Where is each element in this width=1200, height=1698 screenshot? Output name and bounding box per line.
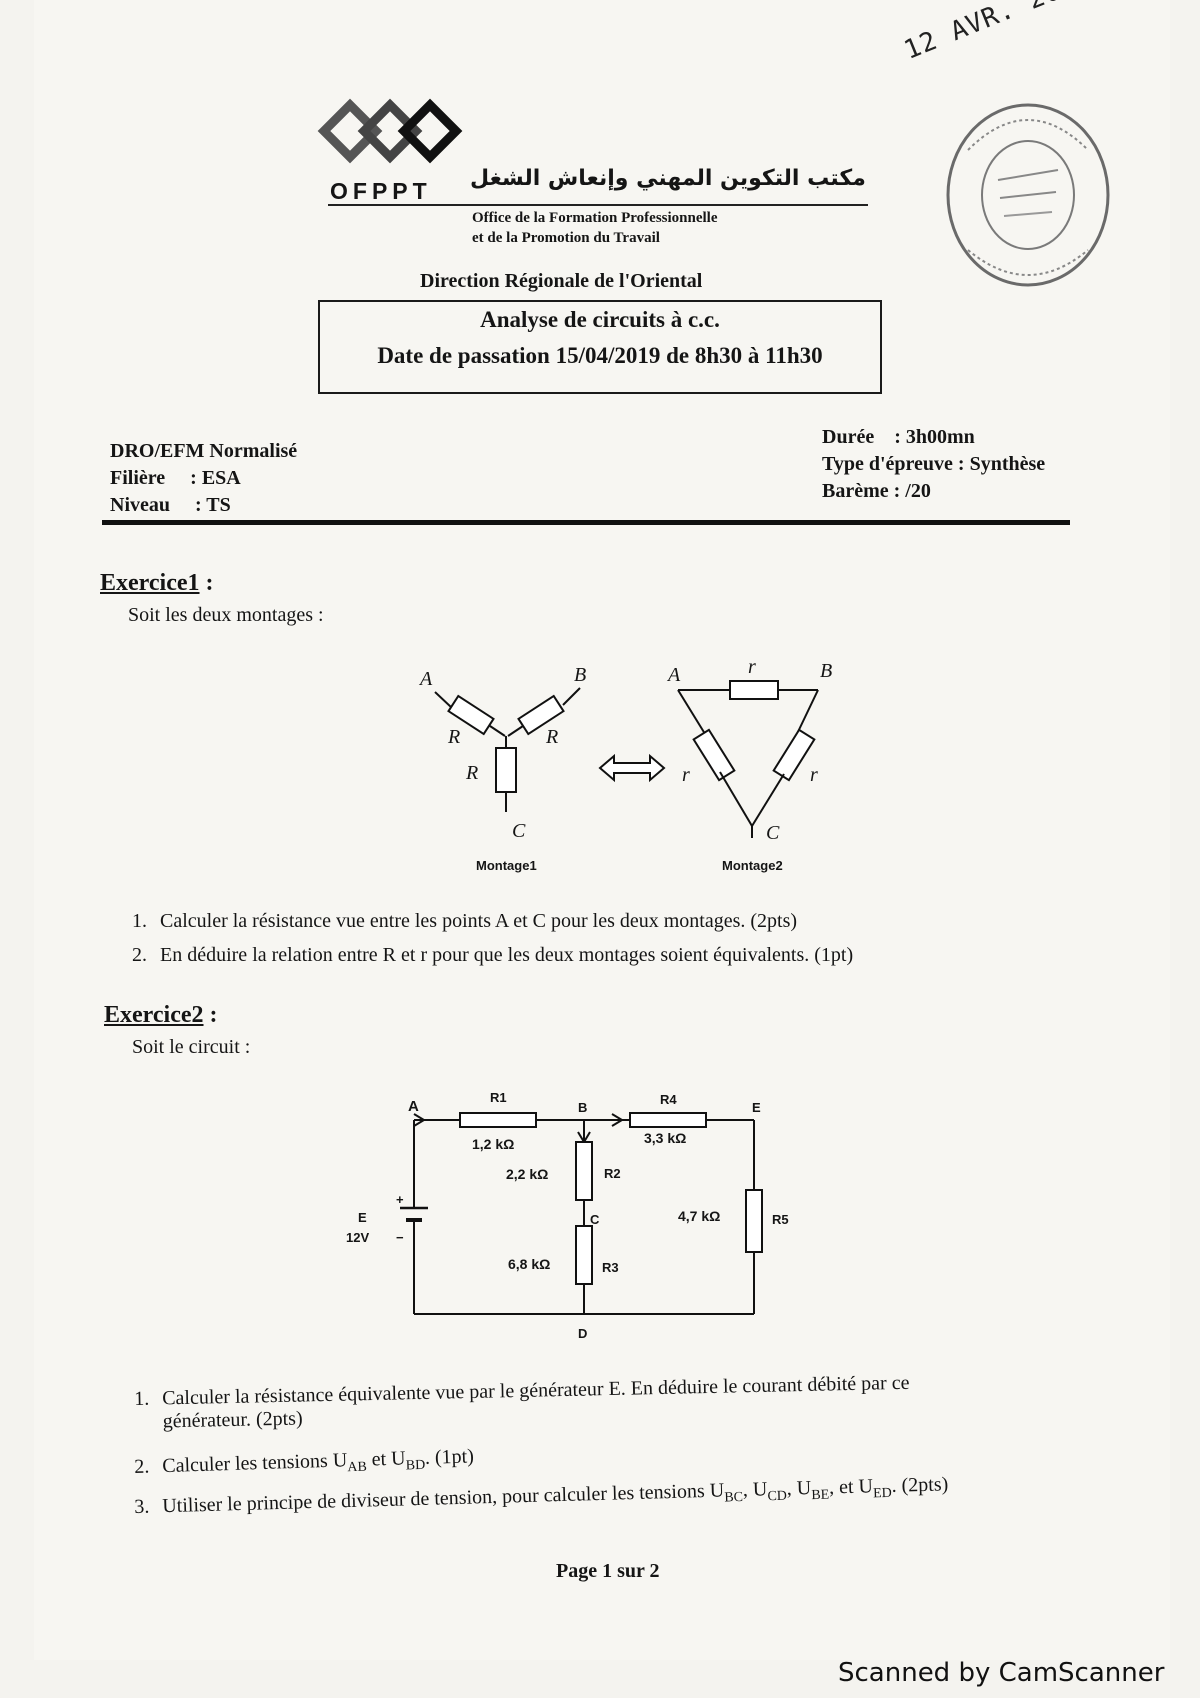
delta-label-b: B xyxy=(820,660,833,682)
meta-bareme: Barème : /20 xyxy=(822,480,931,502)
value-r4: 3,3 kΩ xyxy=(644,1130,687,1146)
q2-sub-ab: AB xyxy=(347,1459,368,1476)
q3-sub-bc: BC xyxy=(724,1489,744,1506)
delta-label-r-left: r xyxy=(682,764,690,786)
office-line-1: Office de la Formation Professionnelle xyxy=(472,210,718,226)
source-minus: − xyxy=(396,1230,404,1245)
source-plus: + xyxy=(396,1192,404,1207)
q3-part1: Utiliser le principe de diviseur de tension, pour calculer les tensions U xyxy=(161,1479,725,1518)
montage1-label: Montage1 xyxy=(476,858,537,873)
page-number: Page 1 sur 2 xyxy=(556,1560,660,1582)
exercise1-title: Exercice1 xyxy=(100,570,200,596)
exercise1-heading xyxy=(100,570,214,597)
exercise1-question-2 xyxy=(132,944,853,967)
source-name: E xyxy=(358,1210,367,1225)
ofppt-logo xyxy=(312,96,472,166)
exercise1-question-1 xyxy=(132,910,797,933)
star-label-r3: R xyxy=(466,762,479,784)
question-number: 1. xyxy=(132,910,147,932)
exercise1-intro: Soit les deux montages : xyxy=(128,604,324,626)
star-label-b: B xyxy=(574,664,587,686)
label-r2: R2 xyxy=(604,1166,621,1181)
label-r4: R4 xyxy=(660,1092,677,1107)
meta-duree: Durée : 3h00mn xyxy=(822,426,975,448)
q2-part1: Calculer les tensions U xyxy=(161,1449,348,1478)
delta-label-r-top: r xyxy=(748,656,756,678)
question-text-line1: Calculer la résistance équivalente vue par le générateur E. En déduire le courant débité par ce xyxy=(161,1371,910,1410)
star-label-r1: R xyxy=(448,726,461,748)
delta-label-r-right: r xyxy=(810,764,818,786)
label-r3: R3 xyxy=(602,1260,619,1275)
header-underline xyxy=(328,204,868,206)
arabic-name: مكتب التكوين المهني وإنعاش الشغل xyxy=(470,166,866,191)
exercise2-heading xyxy=(104,1002,218,1029)
meta-type-epreuve: Type d'épreuve : Synthèse xyxy=(822,453,1046,475)
q3-end: . (2pts) xyxy=(891,1473,949,1497)
node-c: C xyxy=(590,1212,600,1227)
q3-sub-be: BE xyxy=(811,1487,830,1504)
exam-title: Analyse de circuits à c.c. xyxy=(480,307,720,332)
header-rule xyxy=(102,520,1070,525)
exercise1-colon: : xyxy=(199,570,214,596)
label-r1: R1 xyxy=(490,1090,507,1105)
star-label-r2: R xyxy=(546,726,559,748)
node-a: A xyxy=(408,1098,419,1115)
value-r5: 4,7 kΩ xyxy=(678,1208,721,1224)
q3-sep2: , U xyxy=(786,1477,812,1500)
question-number: 3. xyxy=(134,1495,150,1518)
value-r2: 2,2 kΩ xyxy=(506,1166,549,1182)
q3-sep3: , et U xyxy=(828,1475,874,1499)
exam-date: Date de passation 15/04/2019 de 8h30 à 11h30 xyxy=(377,343,823,368)
question-number: 2. xyxy=(134,1455,150,1478)
value-r1: 1,2 kΩ xyxy=(472,1136,515,1152)
scanner-watermark: Scanned by CamScanner xyxy=(838,1658,1165,1688)
montage2-label: Montage2 xyxy=(722,858,783,873)
question-text: En déduire la relation entre R et r pour que les deux montages soient équivalents. (1pt) xyxy=(160,944,854,966)
delta-label-a: A xyxy=(668,664,681,686)
exercise2-title: Exercice2 xyxy=(104,1002,204,1028)
exercise2-intro: Soit le circuit : xyxy=(132,1036,251,1058)
delta-label-c: C xyxy=(766,822,780,844)
office-line-2: et de la Promotion du Travail xyxy=(472,230,660,246)
question-number: 1. xyxy=(134,1387,150,1410)
ofppt-acronym: OFPPT xyxy=(330,178,432,204)
question-text: Calculer la résistance vue entre les points A et C pour les deux montages. (2pts) xyxy=(160,910,798,932)
node-d: D xyxy=(578,1326,588,1341)
question-number: 2. xyxy=(132,944,147,966)
label-r5: R5 xyxy=(772,1212,789,1227)
q3-sub-cd: CD xyxy=(767,1488,788,1505)
q2-part3: . (1pt) xyxy=(424,1445,475,1469)
exam-meta-left xyxy=(110,438,297,519)
q2-sub-bd: BD xyxy=(405,1457,426,1474)
q3-sep1: , U xyxy=(742,1478,768,1501)
direction-regionale: Direction Régionale de l'Oriental xyxy=(420,270,703,292)
meta-type: DRO/EFM Normalisé xyxy=(110,440,298,462)
star-label-c: C xyxy=(512,820,526,842)
exam-title-box xyxy=(318,300,882,394)
meta-niveau: Niveau : TS xyxy=(110,494,231,516)
value-r3: 6,8 kΩ xyxy=(508,1256,551,1272)
star-label-a: A xyxy=(420,668,433,690)
meta-filiere: Filière : ESA xyxy=(110,467,241,489)
node-b: B xyxy=(578,1100,588,1115)
question-text-line2: générateur. (2pts) xyxy=(162,1407,303,1433)
institution-seal xyxy=(938,100,1118,300)
exercise2-colon: : xyxy=(203,1002,218,1028)
exam-meta-right xyxy=(822,424,1045,505)
source-voltage: 12V xyxy=(346,1230,370,1245)
node-e: E xyxy=(752,1100,761,1115)
q2-part2: et U xyxy=(366,1447,406,1471)
q3-sub-ed: ED xyxy=(872,1485,893,1502)
